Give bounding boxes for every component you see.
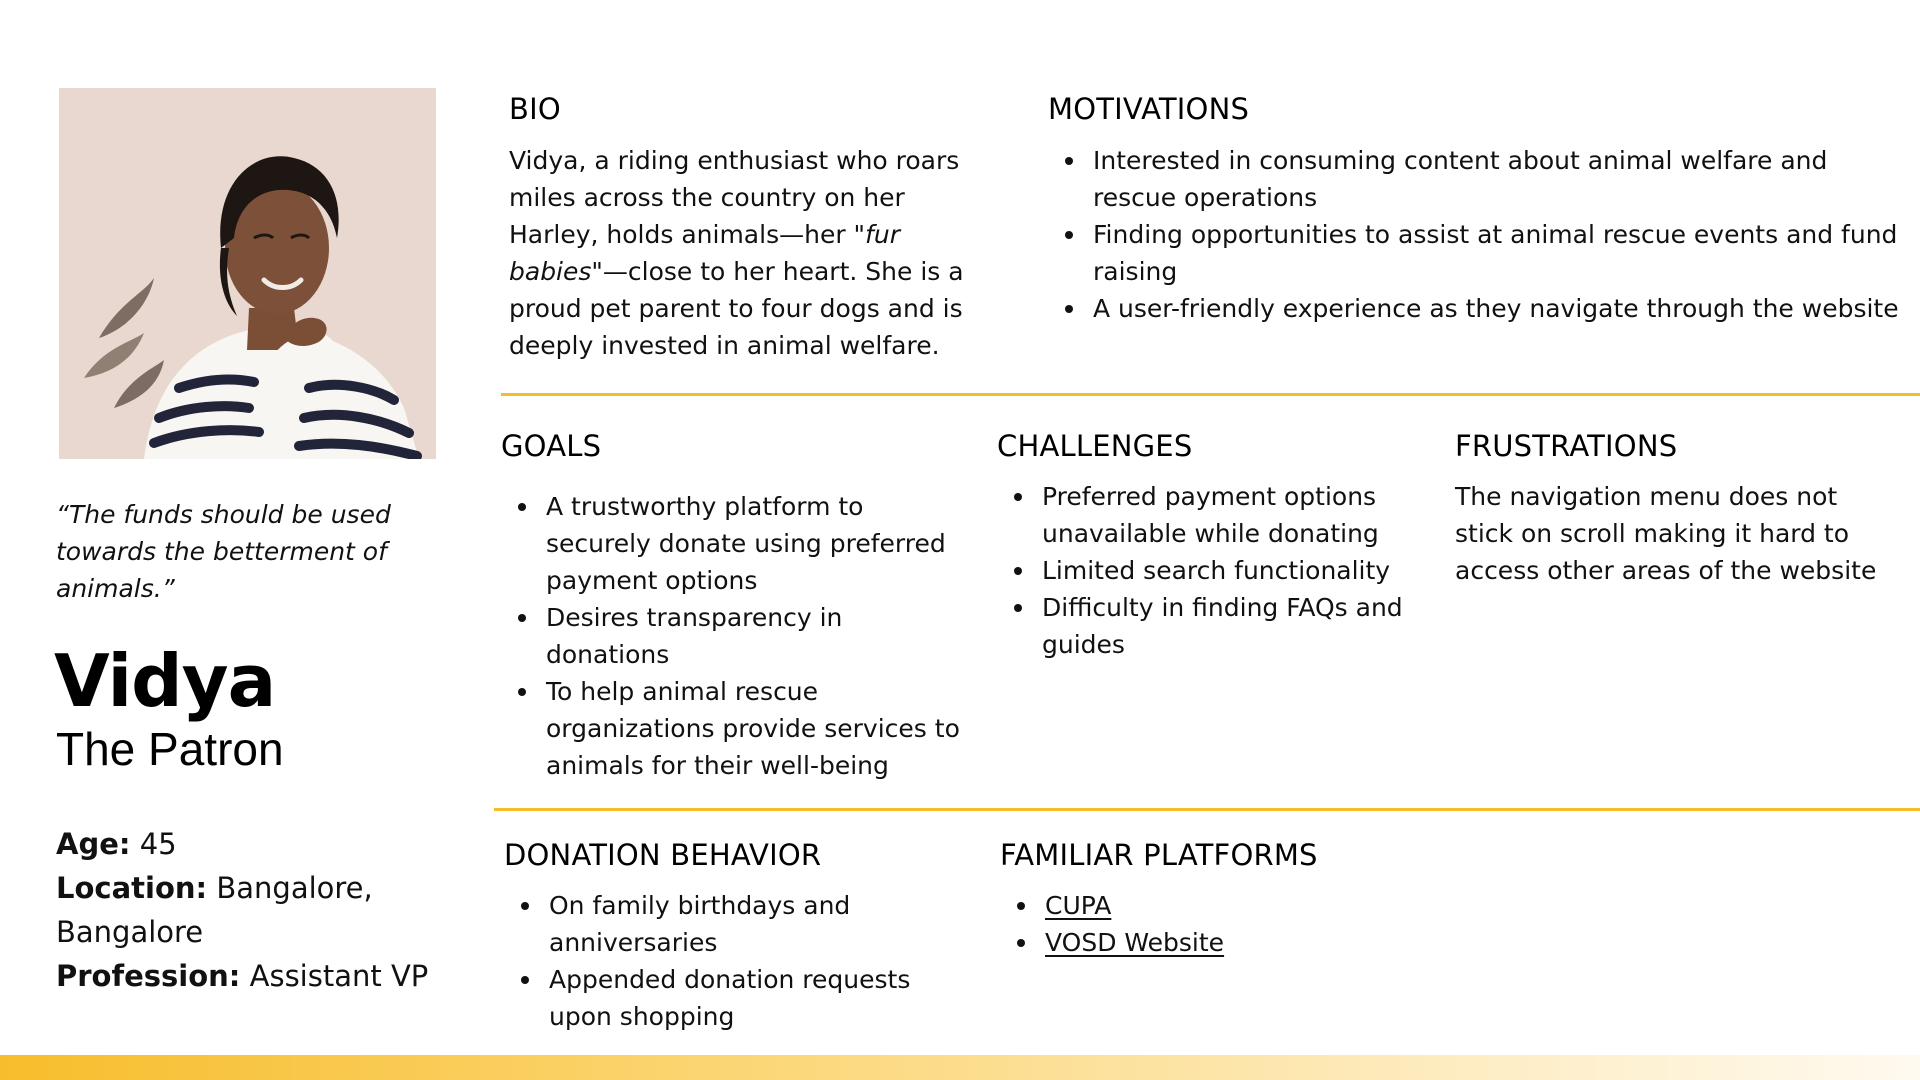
goals-list: [502, 488, 972, 784]
motivations-list: [1049, 142, 1899, 327]
list-item: Interested in consuming content about animal welfare and rescue operations: [1049, 142, 1899, 216]
platform-link-cupa[interactable]: CUPA: [1045, 891, 1112, 920]
bio-heading: BIO: [509, 92, 561, 126]
persona-role: The Patron: [56, 723, 284, 775]
donation-behavior-heading: DONATION BEHAVIOR: [504, 838, 822, 872]
fact-location-label: Location:: [56, 871, 208, 905]
list-item: Desires transparency in donations: [502, 599, 972, 673]
donation-behavior-list: [505, 887, 925, 1035]
frustrations-text: The navigation menu does not stick on scroll making it hard to access other areas of the website: [1455, 482, 1877, 585]
fact-age: [56, 822, 456, 866]
challenges-heading: CHALLENGES: [997, 429, 1193, 463]
section-divider: [494, 808, 1920, 811]
list-item: To help animal rescue organizations provide services to animals for their well-being: [502, 673, 972, 784]
frustrations-heading: FRUSTRATIONS: [1455, 429, 1678, 463]
bio-text-part-2: "—close to her heart. She is a proud pet parent to four dogs and is deeply invested in animal welfare.: [509, 257, 964, 360]
fact-profession-value: Assistant VP: [249, 959, 429, 993]
bio-text-italic: fur babies: [509, 220, 900, 286]
fact-age-label: Age:: [56, 827, 131, 861]
motivations-heading: MOTIVATIONS: [1048, 92, 1250, 126]
bottom-accent-bar: [0, 1055, 1920, 1080]
section-divider: [501, 393, 1920, 396]
persona-photo: [59, 88, 436, 459]
goals-heading: GOALS: [501, 429, 602, 463]
list-item: On family birthdays and anniversaries: [505, 887, 925, 961]
familiar-platforms-list: [1001, 887, 1421, 961]
list-item: A trustworthy platform to securely donate using preferred payment options: [502, 488, 972, 599]
fact-location: [56, 866, 456, 954]
persona-name: Vidya: [54, 639, 276, 723]
list-item: Appended donation requests upon shopping: [505, 961, 925, 1035]
familiar-platforms-heading: FAMILIAR PLATFORMS: [1000, 838, 1318, 872]
list-item: Difficulty in finding FAQs and guides: [998, 589, 1408, 663]
bio-text: [509, 142, 989, 364]
list-item: [1001, 924, 1421, 961]
fact-profession-label: Profession:: [56, 959, 241, 993]
list-item: Finding opportunities to assist at animal rescue events and fund raising: [1049, 216, 1899, 290]
platform-link-vosd[interactable]: VOSD Website: [1045, 928, 1225, 957]
persona-facts: [56, 822, 456, 998]
persona-quote: “The funds should be used towards the betterment of animals.”: [56, 500, 391, 603]
list-item: A user-friendly experience as they navigate through the website: [1049, 290, 1899, 327]
list-item: Limited search functionality: [998, 552, 1408, 589]
fact-location-value: Bangalore, Bangalore: [56, 871, 373, 949]
bio-text-part-1: Vidya, a riding enthusiast who roars miles across the country on her Harley, holds animals—her ": [509, 146, 960, 249]
fact-age-value: 45: [139, 827, 177, 861]
fact-profession: [56, 954, 456, 998]
list-item: Preferred payment options unavailable while donating: [998, 478, 1408, 552]
list-item: [1001, 887, 1421, 924]
challenges-list: [998, 478, 1408, 663]
